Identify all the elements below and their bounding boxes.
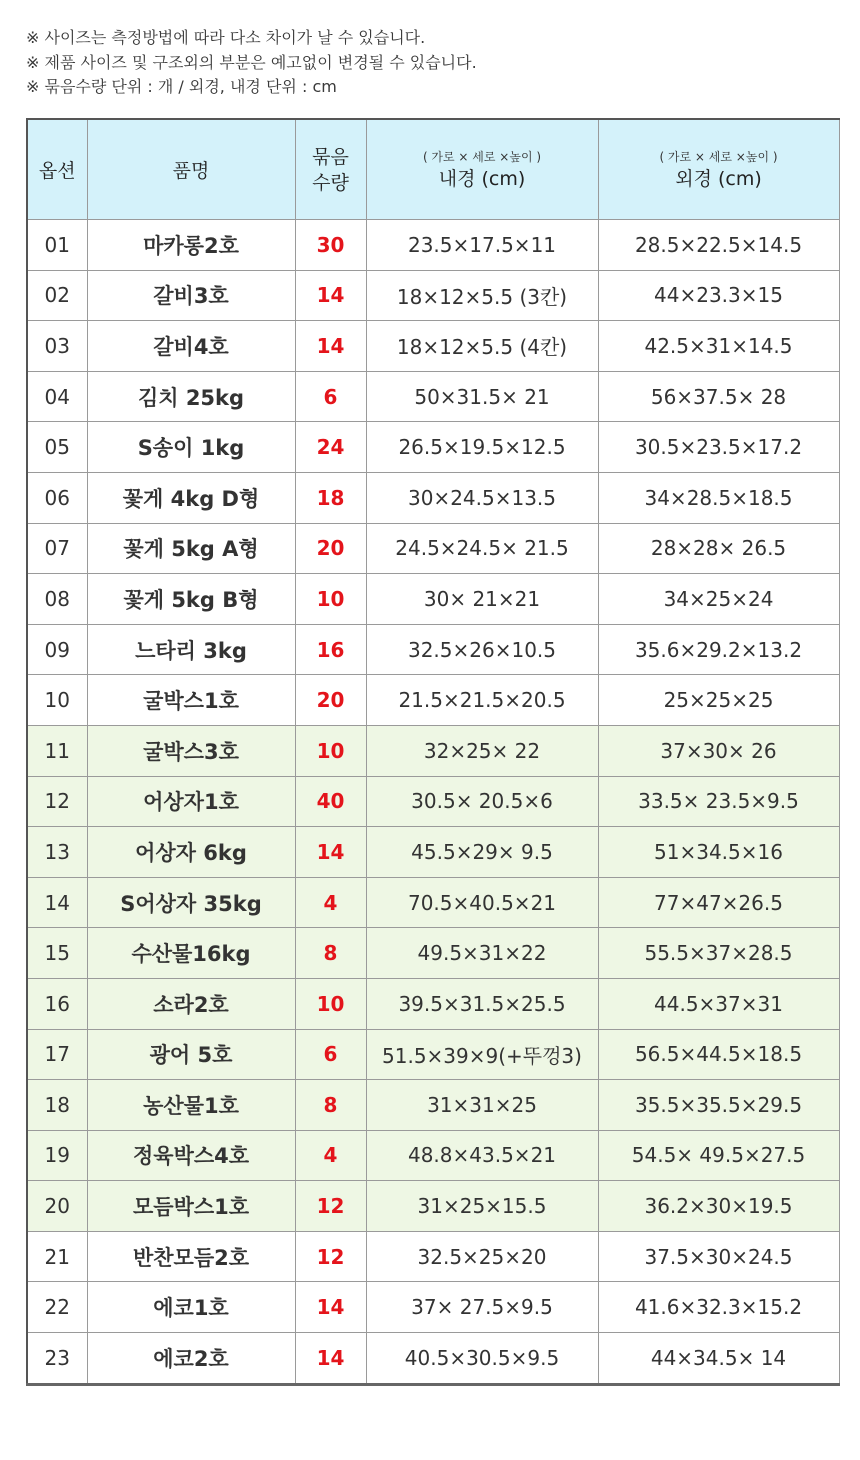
option-number-cell: 07 [27,523,87,574]
table-row [27,371,839,422]
table-row [27,574,839,625]
quantity-cell: 12 [295,1181,366,1232]
inner-size-cell: 51.5×39×9(+뚜껑3) [366,1029,598,1080]
outer-size-cell: 28×28× 26.5 [598,523,839,574]
inner-size-cell: 30×24.5×13.5 [366,472,598,523]
option-number-cell: 11 [27,725,87,776]
header-inner-size [366,119,598,220]
quantity-cell: 16 [295,624,366,675]
option-number-cell: 20 [27,1181,87,1232]
table-row [27,270,839,321]
quantity-cell: 40 [295,776,366,827]
quantity-cell: 20 [295,523,366,574]
option-number-cell: 21 [27,1231,87,1282]
header-outer-dims-hint: ( 가로 × 세로 ×높이 ) [659,149,778,164]
product-name-cell: 광어 5호 [87,1029,295,1080]
outer-size-cell: 54.5× 49.5×27.5 [598,1130,839,1181]
inner-size-cell: 31×25×15.5 [366,1181,598,1232]
outer-size-cell: 55.5×37×28.5 [598,928,839,979]
inner-size-cell: 32.5×25×20 [366,1231,598,1282]
inner-size-cell: 50×31.5× 21 [366,371,598,422]
product-size-table [26,118,840,1386]
option-number-cell: 15 [27,928,87,979]
inner-size-cell: 26.5×19.5×12.5 [366,422,598,473]
table-row [27,776,839,827]
inner-size-cell: 24.5×24.5× 21.5 [366,523,598,574]
header-name: 품명 [87,119,295,220]
inner-size-cell: 45.5×29× 9.5 [366,827,598,878]
table-row [27,1080,839,1131]
product-name-cell: 수산물16kg [87,928,295,979]
option-number-cell: 18 [27,1080,87,1131]
outer-size-cell: 35.5×35.5×29.5 [598,1080,839,1131]
option-number-cell: 13 [27,827,87,878]
table-row [27,725,839,776]
outer-size-cell: 36.2×30×19.5 [598,1181,839,1232]
inner-size-cell: 32.5×26×10.5 [366,624,598,675]
option-number-cell: 14 [27,877,87,928]
product-name-cell: 반찬모듬2호 [87,1231,295,1282]
inner-size-cell: 31×31×25 [366,1080,598,1131]
inner-size-cell: 18×12×5.5 (3칸) [366,270,598,321]
table-row [27,877,839,928]
inner-size-cell: 37× 27.5×9.5 [366,1282,598,1333]
option-number-cell: 02 [27,270,87,321]
inner-size-cell: 70.5×40.5×21 [366,877,598,928]
outer-size-cell: 56×37.5× 28 [598,371,839,422]
option-number-cell: 06 [27,472,87,523]
inner-size-cell: 39.5×31.5×25.5 [366,978,598,1029]
outer-size-cell: 51×34.5×16 [598,827,839,878]
product-name-cell: 꽃게 5kg B형 [87,574,295,625]
quantity-cell: 14 [295,270,366,321]
product-name-cell: S송이 1kg [87,422,295,473]
table-row [27,523,839,574]
table-row [27,1282,839,1333]
table-row [27,1181,839,1232]
table-row [27,624,839,675]
table-row [27,1231,839,1282]
table-row [27,675,839,726]
outer-size-cell: 56.5×44.5×18.5 [598,1029,839,1080]
table-header-row [27,119,839,220]
product-name-cell: 어상자 6kg [87,827,295,878]
inner-size-cell: 23.5×17.5×11 [366,220,598,271]
product-name-cell: S어상자 35kg [87,877,295,928]
product-name-cell: 모듬박스1호 [87,1181,295,1232]
option-number-cell: 01 [27,220,87,271]
outer-size-cell: 44×34.5× 14 [598,1333,839,1385]
option-number-cell: 08 [27,574,87,625]
product-name-cell: 소라2호 [87,978,295,1029]
product-name-cell: 굴박스1호 [87,675,295,726]
header-outer-size [598,119,839,220]
outer-size-cell: 44×23.3×15 [598,270,839,321]
table-row [27,928,839,979]
quantity-cell: 10 [295,725,366,776]
outer-size-cell: 37.5×30×24.5 [598,1231,839,1282]
quantity-cell: 10 [295,574,366,625]
option-number-cell: 09 [27,624,87,675]
option-number-cell: 10 [27,675,87,726]
outer-size-cell: 44.5×37×31 [598,978,839,1029]
header-quantity [295,119,366,220]
outer-size-cell: 25×25×25 [598,675,839,726]
outer-size-cell: 28.5×22.5×14.5 [598,220,839,271]
product-name-cell: 김치 25kg [87,371,295,422]
option-number-cell: 22 [27,1282,87,1333]
header-inner-label: 내경 (cm) [438,167,526,190]
product-name-cell: 갈비4호 [87,321,295,372]
inner-size-cell: 40.5×30.5×9.5 [366,1333,598,1385]
quantity-cell: 20 [295,675,366,726]
note-line: ※ 묶음수량 단위 : 개 / 외경, 내경 단위 : cm [26,77,337,96]
quantity-cell: 8 [295,928,366,979]
inner-size-cell: 18×12×5.5 (4칸) [366,321,598,372]
quantity-cell: 4 [295,1130,366,1181]
quantity-cell: 6 [295,371,366,422]
quantity-cell: 10 [295,978,366,1029]
header-quantity-line2: 수량 [312,171,349,194]
product-name-cell: 마카롱2호 [87,220,295,271]
outer-size-cell: 41.6×32.3×15.2 [598,1282,839,1333]
option-number-cell: 16 [27,978,87,1029]
product-name-cell: 굴박스3호 [87,725,295,776]
quantity-cell: 4 [295,877,366,928]
product-name-cell: 농산물1호 [87,1080,295,1131]
quantity-cell: 14 [295,1282,366,1333]
header-inner-dims-hint: ( 가로 × 세로 ×높이 ) [422,149,542,164]
table-row [27,472,839,523]
product-name-cell: 어상자1호 [87,776,295,827]
quantity-cell: 14 [295,827,366,878]
quantity-cell: 14 [295,321,366,372]
table-row [27,827,839,878]
product-name-cell: 갈비3호 [87,270,295,321]
product-name-cell: 에코1호 [87,1282,295,1333]
size-notes [26,26,477,100]
table-row [27,1029,839,1080]
quantity-cell: 18 [295,472,366,523]
product-name-cell: 정육박스4호 [87,1130,295,1181]
outer-size-cell: 77×47×26.5 [598,877,839,928]
table-row [27,1130,839,1181]
option-number-cell: 19 [27,1130,87,1181]
inner-size-cell: 30× 21×21 [366,574,598,625]
option-number-cell: 05 [27,422,87,473]
table-row [27,321,839,372]
inner-size-cell: 48.8×43.5×21 [366,1130,598,1181]
product-name-cell: 꽃게 5kg A형 [87,523,295,574]
inner-size-cell: 32×25× 22 [366,725,598,776]
quantity-cell: 12 [295,1231,366,1282]
quantity-cell: 6 [295,1029,366,1080]
table-row [27,978,839,1029]
outer-size-cell: 34×25×24 [598,574,839,625]
option-number-cell: 12 [27,776,87,827]
outer-size-cell: 30.5×23.5×17.2 [598,422,839,473]
quantity-cell: 14 [295,1333,366,1385]
option-number-cell: 04 [27,371,87,422]
quantity-cell: 24 [295,422,366,473]
note-line: ※ 제품 사이즈 및 구조외의 부분은 예고없이 변경될 수 있습니다. [26,52,477,72]
inner-size-cell: 21.5×21.5×20.5 [366,675,598,726]
inner-size-cell: 49.5×31×22 [366,928,598,979]
option-number-cell: 17 [27,1029,87,1080]
product-name-cell: 꽃게 4kg D형 [87,472,295,523]
product-name-cell: 에코2호 [87,1333,295,1385]
quantity-cell: 8 [295,1080,366,1131]
header-quantity-line1: 묶음 [312,145,349,168]
outer-size-cell: 42.5×31×14.5 [598,321,839,372]
table-row [27,422,839,473]
outer-size-cell: 33.5× 23.5×9.5 [598,776,839,827]
header-option: 옵션 [27,119,87,220]
outer-size-cell: 34×28.5×18.5 [598,472,839,523]
quantity-cell: 30 [295,220,366,271]
header-outer-label: 외경 (cm) [675,167,762,190]
table-row [27,1333,839,1385]
table-body [27,220,839,1385]
note-line: ※ 사이즈는 측정방법에 따라 다소 차이가 날 수 있습니다. [26,28,426,47]
outer-size-cell: 35.6×29.2×13.2 [598,624,839,675]
option-number-cell: 03 [27,321,87,372]
outer-size-cell: 37×30× 26 [598,725,839,776]
table-row [27,220,839,271]
option-number-cell: 23 [27,1333,87,1385]
product-name-cell: 느타리 3kg [87,624,295,675]
inner-size-cell: 30.5× 20.5×6 [366,776,598,827]
